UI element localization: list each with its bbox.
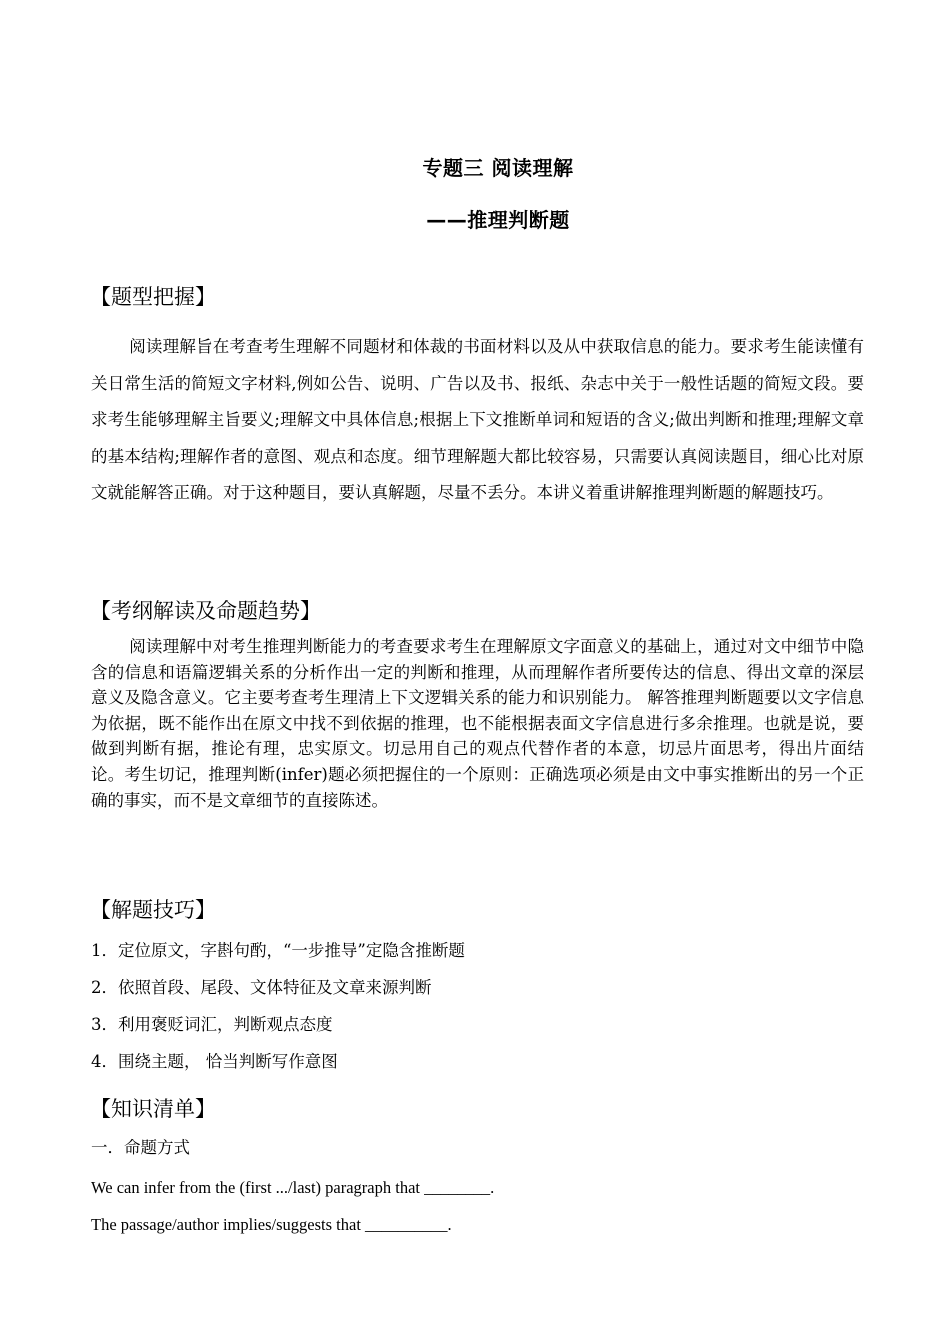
example-question: We can infer from the (first .../last) paragraph that ________. [91, 1178, 495, 1197]
syllabus-paragraph [91, 634, 864, 813]
section-heading-techniques: 【解题技巧】 [90, 898, 216, 922]
overview-paragraph [91, 329, 864, 512]
list-item: 1．定位原文，字斟句酌，“一步推导”定隐含推断题 [91, 941, 465, 960]
document-title: 专题三 阅读理解 [422, 156, 574, 180]
syllabus-text: 阅读理解中对考生推理判断能力的考查要求考生在理解原文字面意义的基础上，通过对文中细节中隐含的信息和语篇逻辑关系的分析作出一定的判断和推理，从而理解作者所要传达的信息、得出文章的深层意义及隐含意义。它主要考查考生理清上下文逻辑关系的能力和识别能力。 解答推理判断题要以文字信息为依据，既不能作出在原文中找不到依据的推理，也不能根据表面文字信息进行多余推理。也就是说，要做到判断有据，推论有理，忠实原文。切忌用自己的观点代替作者的本意，切忌片面思考，得出片面结论。考生切记，推理判断(infer)题必须把握住的一个原则：正确选项必须是由文中事实推断出的另一个正确的事实，而不是文章细节的直接陈述。 [91, 637, 864, 810]
list-item: 2．依照首段、尾段、文体特征及文章来源判断 [91, 978, 432, 997]
example-question: The passage/author implies/suggests that __________. [91, 1215, 452, 1234]
section-heading-syllabus: 【考纲解读及命题趋势】 [90, 599, 321, 623]
techniques-list [91, 940, 465, 1088]
document-subtitle: ——推理判断题 [426, 208, 570, 232]
section-heading-knowledge: 【知识清单】 [90, 1097, 216, 1121]
knowledge-subheading: 一．命题方式 [91, 1138, 190, 1157]
overview-text: 阅读理解旨在考查考生理解不同题材和体裁的书面材料以及从中获取信息的能力。要求考生能读懂有关日常生活的简短文字材料,例如公告、说明、广告以及书、报纸、杂志中关于一般性话题的简短文段。要求考生能够理解主旨要义;理解文中具体信息;根据上下文推断单词和短语的含义;做出判断和推理;理解文章的基本结构;理解作者的意图、观点和态度。细节理解题大都比较容易，只需要认真阅读题目，细心比对原文就能解答正确。对于这种题目，要认真解题，尽量不丢分。本讲义着重讲解推理判断题的解题技巧。 [91, 337, 864, 502]
list-item: 4．围绕主题， 恰当判断写作意图 [91, 1052, 338, 1071]
section-heading-overview: 【题型把握】 [90, 285, 216, 309]
list-item: 3．利用褒贬词汇，判断观点态度 [91, 1015, 333, 1034]
